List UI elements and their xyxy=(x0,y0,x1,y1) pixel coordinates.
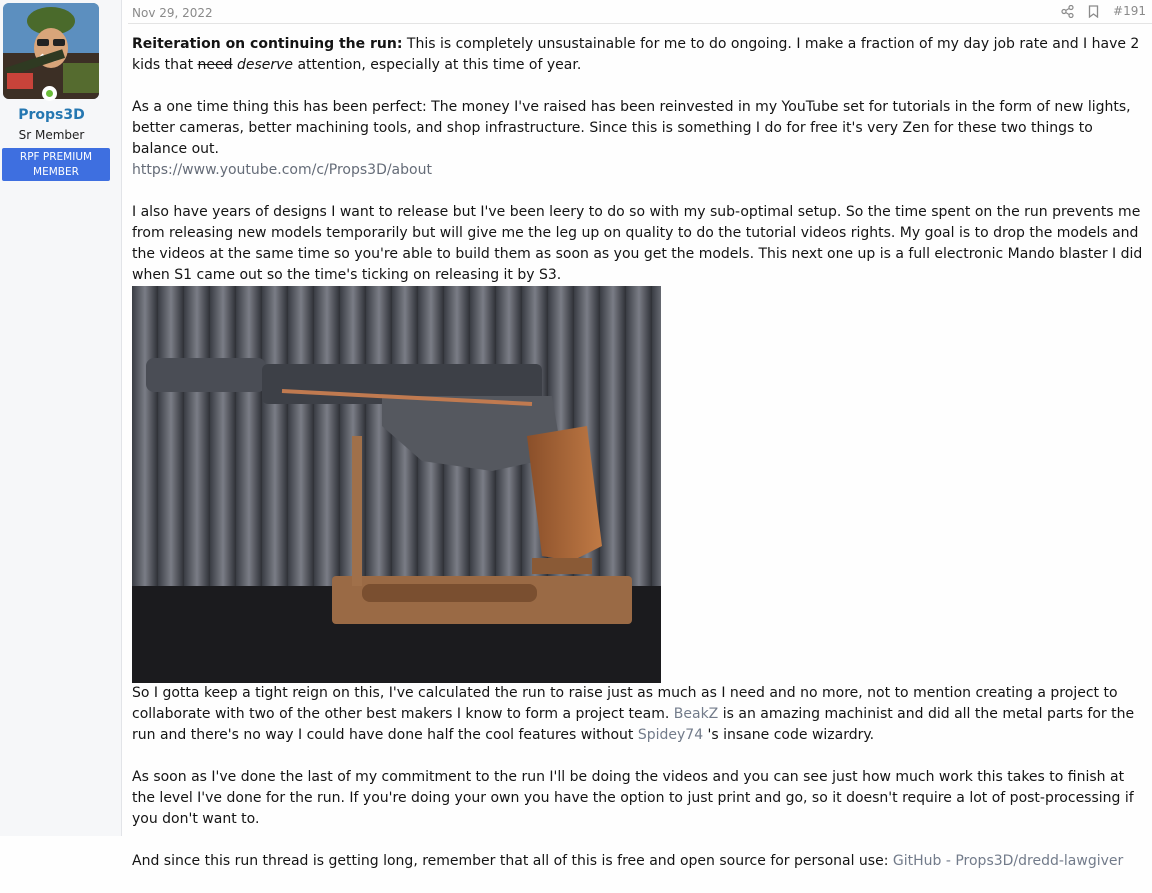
youtube-link[interactable]: https://www.youtube.com/c/Props3D/about xyxy=(132,162,432,178)
paragraph-6 xyxy=(132,851,1150,872)
text-span: This is completely unsustainable for me to do ongoing. I make a fraction of my day job rate and I have 2 kids that xyxy=(132,36,1140,73)
paragraph-2 xyxy=(132,97,1150,181)
italic-word: deserve xyxy=(236,57,294,73)
struck-word: need xyxy=(197,57,233,73)
banner-line-2: MEMBER xyxy=(33,166,79,178)
user-link-beakz[interactable]: BeakZ xyxy=(673,706,719,722)
post-actions xyxy=(1061,4,1146,18)
avatar[interactable] xyxy=(3,3,99,99)
post-number[interactable]: #191 xyxy=(1113,4,1146,18)
text-span: attention, especially at this time of year. xyxy=(293,57,582,73)
post-author-sidebar xyxy=(0,0,122,836)
text-span: As a one time thing this has been perfect: The money I've raised has been reinvested in my YouTube set for tutorials in the form of new lights, better cameras, better machining tools, and shop infrastructure. Since this is something I do for free it's very Zen for these two things to balance out. xyxy=(132,99,1131,157)
banner-line-1: RPF PREMIUM xyxy=(19,151,93,163)
paragraph-3: I also have years of designs I want to release but I've been leery to do so with my sub-optimal setup. So the time spent on the run prevents me from releasing new models temporarily but will give me the leg up on quality to do the tutorial videos rights. My goal is to drop the models and the videos at the same time so you're able to build them as soon as you get the models. This next one up is a full electronic Mando blaster I did when S1 came out so the time's ticking on releasing it by S3. xyxy=(132,204,1143,283)
post-date[interactable]: Nov 29, 2022 xyxy=(132,6,213,20)
bold-lead: Reiteration on continuing the run: xyxy=(132,36,403,52)
text-span: is an amazing machinist and did all the metal parts for the run and there's no way I could have done half the cool features without xyxy=(132,706,1135,743)
blaster-photo[interactable] xyxy=(132,286,661,683)
post-body xyxy=(132,34,1150,893)
share-icon[interactable] xyxy=(1061,5,1074,18)
paragraph-4 xyxy=(132,683,1150,746)
paragraph-5: As soon as I've done the last of my commitment to the run I'll be doing the videos and you can see just how much work this takes to finish at the level I've done for the run. If you're doing your own you have the option to just print and go, so it doesn't require a lot of post-processing if you don't want to. xyxy=(132,769,1134,827)
post-header-divider xyxy=(128,23,1152,24)
user-link-spidey74[interactable]: Spidey74 xyxy=(637,727,704,743)
text-span: And since this run thread is getting long, remember that all of this is free and open source for personal use: xyxy=(132,853,893,869)
text-span: 's insane code wizardry. xyxy=(703,727,875,743)
online-status-icon xyxy=(42,86,57,101)
github-link[interactable]: GitHub - Props3D/dredd-lawgiver xyxy=(892,853,1124,869)
author-name[interactable]: Props3D xyxy=(18,107,85,123)
paragraph-1 xyxy=(132,34,1150,76)
author-title: Sr Member xyxy=(18,128,85,142)
bookmark-icon[interactable] xyxy=(1088,5,1099,18)
premium-member-banner xyxy=(2,148,110,181)
text-span: So I gotta keep a tight reign on this, I've calculated the run to raise just as much as I need and no more, not to mention creating a project to collaborate with two of the other best makers I know to form a project team. xyxy=(132,685,1118,722)
